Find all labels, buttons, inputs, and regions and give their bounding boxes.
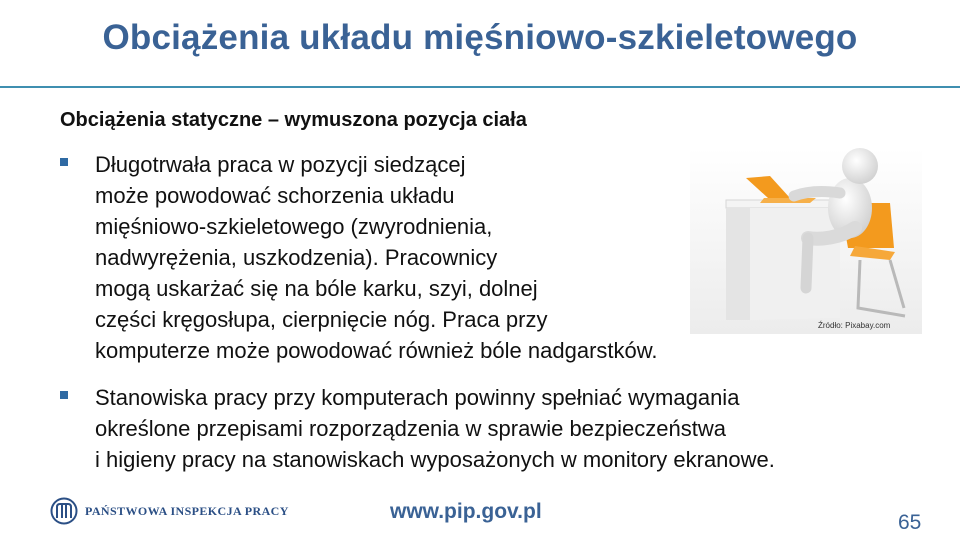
- section-subtitle: Obciążenia statyczne – wymuszona pozycja ciała: [60, 109, 527, 131]
- title-divider: [0, 86, 960, 88]
- bullet-square-icon: [60, 158, 68, 166]
- bullet-square-icon: [60, 391, 68, 399]
- bullet-item-1: [60, 149, 800, 366]
- person-at-laptop-illustration: [690, 148, 922, 334]
- pip-emblem-icon: [50, 497, 78, 525]
- website-link[interactable]: www.pip.gov.pl: [390, 500, 542, 523]
- bullet-item-2: [60, 382, 940, 475]
- logo-text: PAŃSTWOWA INSPEKCJA PRACY: [85, 503, 289, 518]
- image-credit: Źródło: Pixabay.com: [818, 321, 891, 330]
- bullet-text-2: Stanowiska pracy przy komputerach powinny spełniać wymagania określone przepisami rozporządzenia w sprawie bezpieczeństwa i higieny pracy na stanowiskach wyposażonych w monitory ekranowe.: [95, 385, 775, 472]
- pip-logo: [50, 497, 289, 525]
- page-number: 65: [898, 511, 922, 534]
- slide-title: Obciążenia układu mięśniowo-szkieletowego: [102, 18, 858, 57]
- bullet-text-1: Długotrwała praca w pozycji siedzącej może powodować schorzenia układu mięśniowo-szkieletowego (zwyrodnienia, nadwyrężenia, uszkodzenia). Pracownicy mogą uskarżać się na bóle karku, szyi, dolnej części kręgosłupa, cierpnięcie nóg. Praca przy komputerze może powodować również bóle nadgarstków.: [95, 152, 658, 363]
